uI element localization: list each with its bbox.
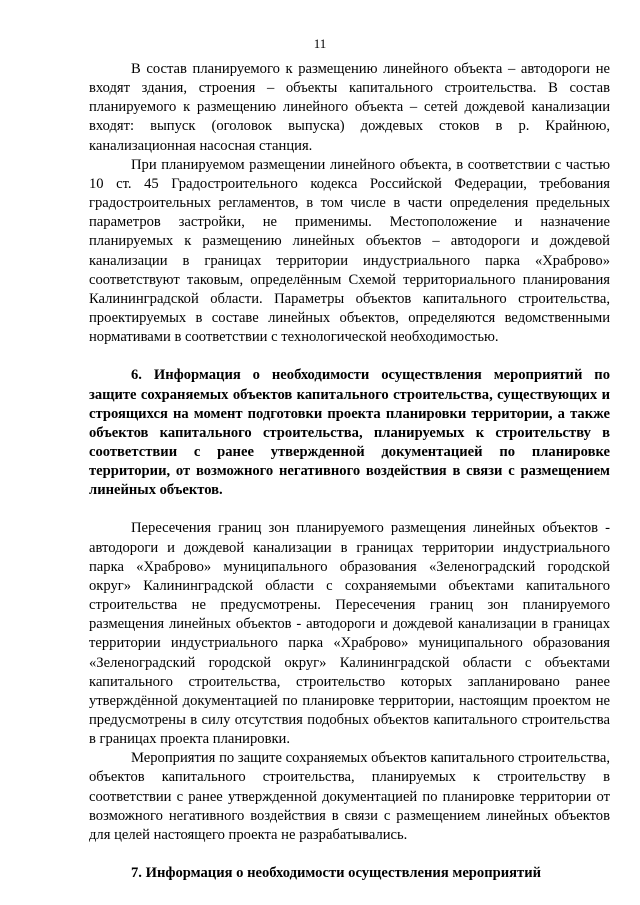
paragraph-urban-planning-regulations: При планируемом размещении линейного объекта, в соответствии с частью 10 ст. 45 Градостроительного кодекса Российской Федерации, требования градостроительных регламентов, в том числе в части определения предельных параметров застройки, не применимы. Местоположение и назначение планируемых к размещению линейных объектов – автодороги и дождевой канализации в границах территории индустриального парка «Храброво» соответствуют таковым, определённым Схемой территориального планирования Калининградской области. Параметры объектов капитального строительства, проектируемых в составе линейных объектов, определяются ведомственными нормативами в соответствии с технологической необходимостью. [89,156,610,346]
section-heading-7: 7. Информация о необходимости осуществления мероприятий [131,865,542,882]
paragraph-protection-measures: Мероприятия по защите сохраняемых объектов капитального строительства, объектов капитального строительства, планируемых к строительству в соответствии с ранее утвержденной документацией по планировке территории от возможного негативного воздействия в связи с размещением линейных объектов для целей настоящего проекта не разрабатывались. [89,750,610,843]
document-body [89,60,610,883]
spacer [89,347,610,366]
paragraph-zone-intersections: Пересечения границ зон планируемого размещения линейных объектов - автодороги и дождевой канализации в границах территории индустриального парка «Храброво» муниципального образования «Зеленоградский городской округ» Калининградской области с сохраняемыми объектами капитального строительства не предусмотрены. Пересечения границ зон планируемого размещения линейных объектов - автодороги и дождевой канализации в границах территории индустриального парка «Храброво» муниципального образования «Зеленоградский городской округ» Калининградской области с объектами капитального строительства, строительство которых запланировано ранее утверждённой документацией по планировке территории, настоящим проектом не предусмотрены в силу отсутствия подобных объектов капитального строительства в границах проекта планировки. [89,520,610,748]
spacer [89,845,610,864]
section-heading-6: 6. Информация о необходимости осуществления мероприятий по защите сохраняемых объектов капитального строительства, существующих и строящихся на момент подготовки проекта планировки территории, а также объектов капитального строительства, планируемых к строительству в соответствии с ранее утвержденной документацией по планировке территории, от возможного негативного воздействия в связи с размещением линейных объектов. [89,367,610,499]
page-number: 11 [313,36,327,51]
spacer [89,500,610,519]
paragraph-linear-object-composition: В состав планируемого к размещению линейного объекта – автодороги не входят здания, строения – объекты капитального строительства. В состав планируемого к размещению линейного объекта – сетей дождевой канализации входят: выпуск (оголовок выпуска) дождевых стоков в р. Крайнюю, канализационная насосная станция. [89,61,610,154]
